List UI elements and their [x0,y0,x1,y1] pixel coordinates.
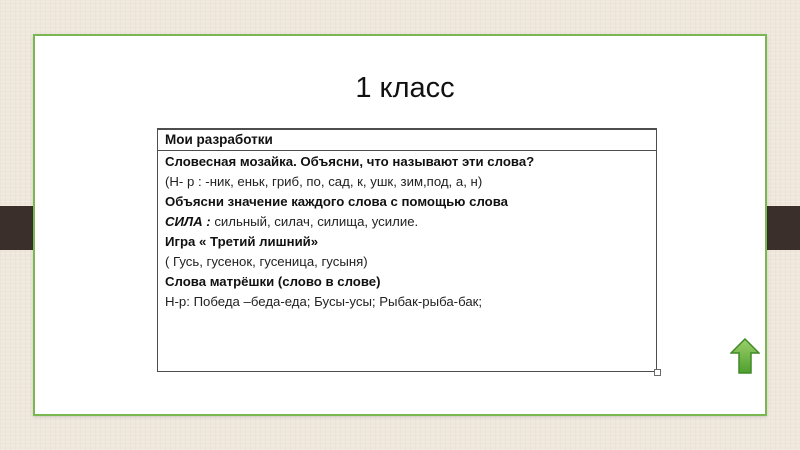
table-header: Мои разработки [158,130,656,151]
table-line: Н-р: Победа –беда-еда; Бусы-усы; Рыбак-рыба-бак; [165,294,483,309]
up-arrow-icon[interactable] [730,338,760,374]
table-line: Объясни значение каждого слова с помощью слова [165,194,508,209]
up-arrow-svg [730,338,760,374]
sila-examples: сильный, силач, силища, усилие. [210,214,419,229]
sila-keyword: СИЛА : [165,214,211,229]
development-table [157,128,657,372]
table-line [165,212,656,232]
table-line: (Н- р : -ник, еньк, гриб, по, сад, к, ушк, зим,под, а, н) [165,174,483,189]
table-lines [158,151,656,312]
table-line: Словесная мозайка. Объясни, что называют эти слова? [165,154,535,169]
resize-handle[interactable] [654,369,661,376]
table-line: Игра « Третий лишний» [165,234,319,249]
slide-content-image [142,58,668,384]
slide-title: 1 класс [355,72,455,104]
table-line: Слова матрёшки (слово в слове) [165,274,381,289]
table-line: ( Гусь, гусенок, гусеница, гусыня) [165,254,368,269]
